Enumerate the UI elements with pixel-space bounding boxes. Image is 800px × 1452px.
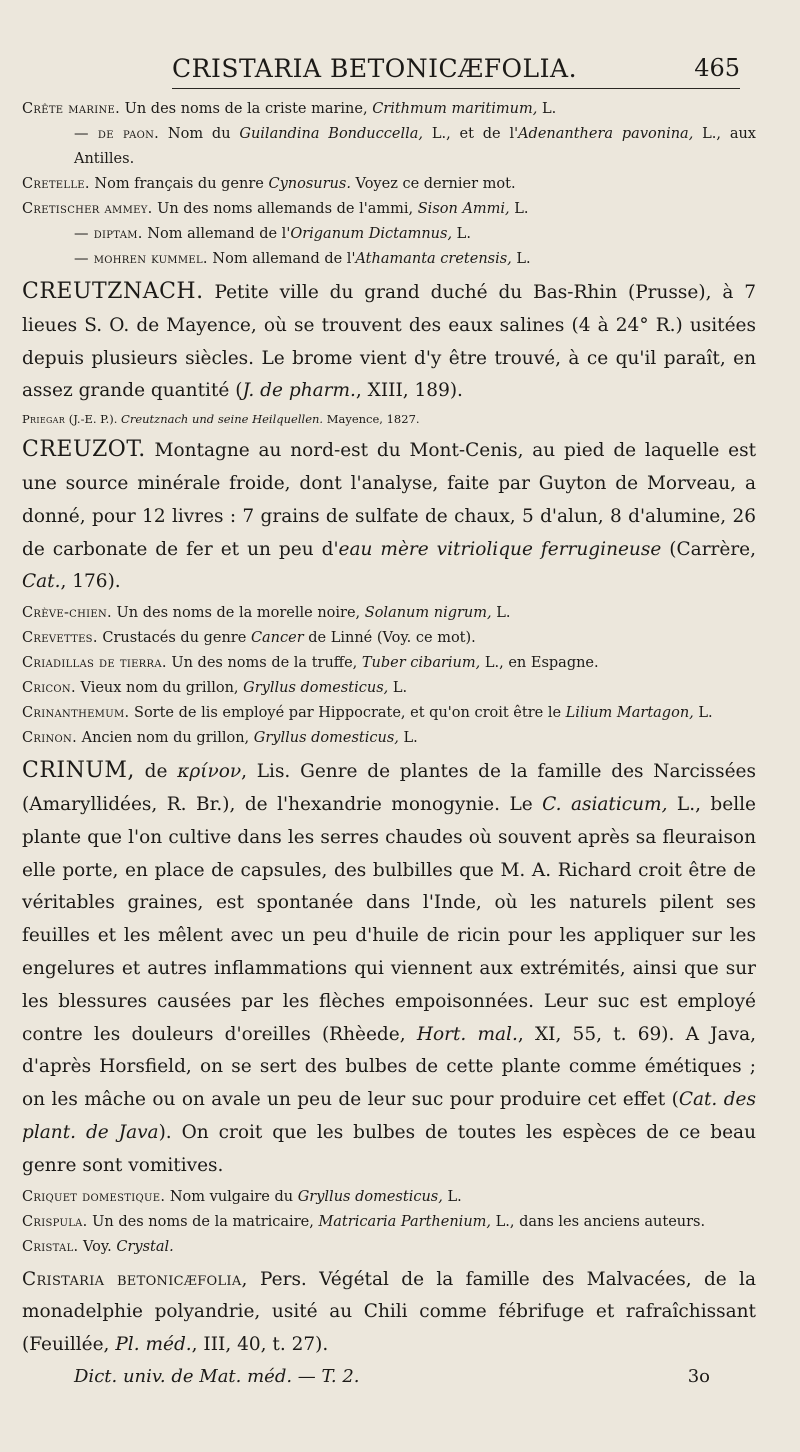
entry-cristal xyxy=(22,1235,756,1260)
entry-text: L. xyxy=(388,680,408,697)
entry-italic-text: Pl. méd. xyxy=(115,1334,192,1356)
entry-headword: Priegar xyxy=(22,412,66,427)
running-header xyxy=(172,48,740,89)
entry-text: Voy. xyxy=(78,1238,117,1255)
entry-text: L. xyxy=(452,226,471,242)
entry-italic-text: Cat. des plant. de Java xyxy=(22,1089,756,1143)
entry-text: Sorte de lis employé par Hippocrate, et qu'on croit être le xyxy=(129,705,566,722)
entry-text: L., et de l' xyxy=(423,126,519,142)
entry-italic-text: Cynosurus. xyxy=(268,176,351,192)
entry-headword: Cretelle. xyxy=(22,176,90,192)
entry-crete-marine xyxy=(22,97,756,122)
entry-italic-text: Athamanta cretensis, xyxy=(355,251,512,267)
running-title: CRISTARIA BETONICÆFOLIA. xyxy=(172,54,578,83)
entry-text: , XIII, 189). xyxy=(355,380,463,402)
entry-italic-text: Gryllus domesticus, xyxy=(243,680,389,697)
entry-text: L. xyxy=(693,705,713,722)
entry-creve-chien xyxy=(22,601,756,626)
entry-cretelle xyxy=(22,172,756,197)
entry-italic-text: Origanum Dictamnus, xyxy=(290,226,453,242)
entry-italic-text: Hort. mal. xyxy=(416,1023,518,1045)
entry-text: L., dans les anciens auteurs. xyxy=(491,1213,706,1230)
entry-crinon xyxy=(22,726,756,751)
entry-cristaria-betonicaefolia xyxy=(22,1264,756,1362)
entry-headword: CREUTZNACH. xyxy=(22,279,204,304)
entry-italic-text: Matricaria Parthenium, xyxy=(318,1213,492,1230)
entry-text: Un des noms de la criste marine, xyxy=(120,101,373,117)
entry-text: L. xyxy=(511,251,531,267)
entry-text: L. xyxy=(442,1188,462,1205)
signature-mark: Dict. univ. de Mat. méd. — T. 2. xyxy=(74,1365,360,1387)
entry-text: (Carrère, xyxy=(661,538,756,560)
entry-text: Nom vulgaire du xyxy=(165,1188,298,1205)
entry-italic-text: Gryllus domesticus, xyxy=(253,730,399,747)
entry-headword: CRINUM, xyxy=(22,758,135,784)
entry-text: Un des noms de la morelle noire, xyxy=(111,605,365,622)
sheet-number: 3o xyxy=(687,1365,710,1387)
page-number: 465 xyxy=(694,54,740,82)
entry-headword: — de paon. xyxy=(74,126,160,142)
reference-priegar xyxy=(22,408,756,430)
entry-headword: Cristaria betonicæfolia, xyxy=(22,1268,248,1290)
entry-headword: Crête marine. xyxy=(22,101,121,117)
entry-crinanthemum xyxy=(22,701,756,726)
entry-text: , III, 40, t. 27). xyxy=(191,1334,329,1356)
entry-text: L. xyxy=(537,101,557,117)
entry-mohren-kummel xyxy=(22,247,756,272)
entry-text: Un des noms allemands de l'ammi, xyxy=(152,201,418,217)
entry-italic-text: Cat. xyxy=(22,571,61,593)
entry-headword: Crevettes. xyxy=(22,630,98,647)
entry-text: Montagne au nord-est du Mont-Cenis, au pied de laquelle est une source minérale froide, dont l'analyse, faite par Guyton de Morveau, a donné, pour 12 livres : 7 grains de sulfate de chaux, 5 d'alun, 8 d'alumine, 26 de carbonate de fer et un peu d' xyxy=(22,440,756,560)
entry-italic-text: Cancer xyxy=(250,630,304,647)
entry-text: de Linné (Voy. ce mot). xyxy=(303,630,476,647)
entries xyxy=(22,97,756,1362)
entry-italic-text: κρίνον xyxy=(177,761,242,783)
entry-italic-text: Solanum nigrum, xyxy=(364,605,492,622)
entry-text: Nom allemand de l' xyxy=(142,226,291,242)
entry-text: Pers. Végétal de la famille des Malvacées, de la monadelphie polyandrie, usité au Chili comme fébrifuge et rafraîchissant (Feuillée, xyxy=(22,1268,756,1356)
entry-text: L. xyxy=(398,730,418,747)
entry-text: , Lis. Genre de plantes de la famille des Narcissées (Amaryllidées, R. Br.), de l'hexandrie monogynie. Le xyxy=(22,761,756,815)
entry-text: Vieux nom du grillon, xyxy=(75,680,244,697)
entry-text: Mayence, 1827. xyxy=(323,412,420,427)
entry-text: Nom du xyxy=(159,126,240,142)
entry-italic-text: Tuber cibarium, xyxy=(361,655,481,672)
entry-text: , 176). xyxy=(60,571,121,593)
entry-italic-text: Crithmum maritimum, xyxy=(372,101,538,117)
entry-crete-de-paon xyxy=(22,122,756,172)
entry-text: L. xyxy=(491,605,511,622)
entry-headword: Crinanthemum. xyxy=(22,705,130,722)
entry-italic-text: J. de pharm. xyxy=(242,380,356,402)
entry-headword: Crispula. xyxy=(22,1213,88,1230)
entry-text: Crustacés du genre xyxy=(97,630,251,647)
entry-crevettes xyxy=(22,626,756,651)
entry-text: Un des noms de la matricaire, xyxy=(87,1213,319,1230)
entry-text: Nom allemand de l' xyxy=(207,251,356,267)
entry-text: Voyez ce dernier mot. xyxy=(350,176,516,192)
entry-headword: Cricon. xyxy=(22,680,76,697)
entry-italic-text: C. asiaticum, xyxy=(542,793,668,815)
entry-headword: Crinon. xyxy=(22,730,77,747)
entry-italic-text: Guilandina Bonduccella, xyxy=(239,126,423,142)
entry-crispula xyxy=(22,1210,756,1235)
entry-text: , XI, 55, t. 69). A Java, d'après Horsfield, on se sert des bulbes de cette plante comme émétiques ; on les mâche ou on avale un peu de leur suc pour produire cet effet ( xyxy=(22,1023,756,1111)
entry-cricon xyxy=(22,676,756,701)
entry-headword: — diptam. xyxy=(74,226,143,242)
entry-creutznach xyxy=(22,276,756,408)
entry-italic-text: Creutznach und seine Heilquellen. xyxy=(121,412,324,427)
entry-italic-text: Sison Ammi, xyxy=(417,201,510,217)
entry-text: Un des noms de la truffe, xyxy=(166,655,362,672)
entry-crinum xyxy=(22,755,756,1182)
entry-creuzot xyxy=(22,434,756,599)
entry-headword: CREUZOT. xyxy=(22,437,146,463)
entry-diptam xyxy=(22,222,756,247)
entry-headword: Cretischer ammey. xyxy=(22,201,153,217)
entry-criquet-domestique xyxy=(22,1185,756,1210)
entry-italic-text: eau mère vitriolique ferrugineuse xyxy=(338,538,662,560)
entry-headword: Criadillas de tierra. xyxy=(22,655,167,672)
entry-criadillas xyxy=(22,651,756,676)
entry-headword: — mohren kummel. xyxy=(74,251,208,267)
entry-italic-text: Crystal. xyxy=(116,1238,174,1255)
entry-headword: Criquet domestique. xyxy=(22,1188,166,1205)
entry-text: L., belle plante que l'on cultive dans les serres chaudes où souvent après sa fleuraison elle porte, en place de capsules, des bulbilles que M. A. Richard croit être de véritables graines, est spontanée dans l'Inde, où les naturels pilent ses feuilles et les mêlent avec un peu d'huile de ricin pour les appliquer sur les engelures et autres inflammations qui viennent aux extrémités, ainsi que sur les blessures causées par les flèches empoisonnées. Leur suc est employé contre les douleurs d'oreilles (Rhèede, xyxy=(22,793,756,1045)
entry-italic-text: Gryllus domesticus, xyxy=(297,1188,443,1205)
entry-italic-text: Adenanthera pavonina, xyxy=(518,126,694,142)
entry-text: Nom français du genre xyxy=(89,176,269,192)
entry-text: L., en Espagne. xyxy=(480,655,599,672)
entry-italic-text: Lilium Martagon, xyxy=(565,705,694,722)
entry-text: Petite ville du grand duché du Bas-Rhin (Prusse), à 7 lieues S. O. de Mayence, où se trouvent des eaux salines (4 à 24° R.) usitées depuis plusieurs siècles. Le brome vient d'y être trouvé, à ce qu'il paraît, en assez grande quantité ( xyxy=(22,282,756,402)
entry-text: L. xyxy=(509,201,529,217)
entry-text: de xyxy=(134,761,178,783)
entry-text: L., aux Antilles. xyxy=(74,126,756,167)
page-footer xyxy=(22,1366,756,1400)
entry-headword: Cristal. xyxy=(22,1238,79,1255)
entry-cretischer-ammey xyxy=(22,197,756,222)
entry-text: ). On croit que les bulbes de toutes les espèces de ce beau genre sont vomitives. xyxy=(22,1121,756,1176)
entry-text: Ancien nom du grillon, xyxy=(76,730,254,747)
entry-text: (J.-E. P.). xyxy=(65,412,122,427)
entry-headword: Crève-chien. xyxy=(22,605,112,622)
